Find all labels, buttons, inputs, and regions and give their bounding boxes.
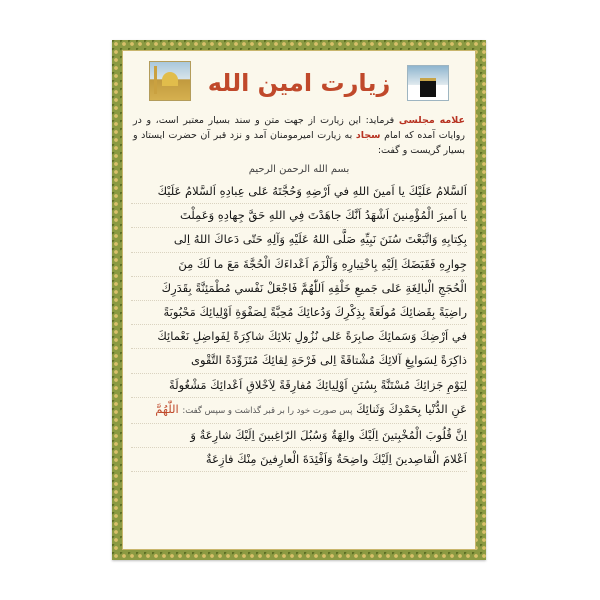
prayer-line: ذاكِرَةً لِسَوابِغِ آلائِكَ مُشْتاقَةً اِلى فَرْحَةِ لِقائِكَ مُتَزَوِّدَةً التَّقْوى — [131, 349, 467, 373]
header — [131, 59, 467, 107]
allahumma-label: اللّٰهُمَّ — [155, 401, 179, 416]
prayer-text — [131, 180, 467, 472]
intro-text — [133, 113, 465, 158]
intro-line-2: به زیارت امیرمومنان آمد و نزد قبر آن حضرت ایستاد و بسیار گریست و گفت: — [133, 130, 465, 156]
minaret-icon — [154, 66, 157, 94]
intro-author: علامه مجلسی — [398, 115, 465, 126]
page-title: زیارت امین الله — [207, 69, 391, 97]
prayer-line: يا اَميرَ الْمُؤْمِنينَ اَشْهَدُ اَنَّكَ جاهَدْتَ فِي اللهِ حَقَّ جِهادِهِ وَعَمِلْتَ — [131, 204, 467, 228]
kaaba-icon — [420, 78, 436, 97]
instruction-note: پس صورت خود را بر قبر گذاشت و سپس گفت: — [182, 405, 353, 416]
prayer-line: في اَرْضِكَ وَسَمائِكَ صابِرَةً عَلى نُزُولِ بَلائِكَ شاكِرَةً لِفَواضِلِ نَعْمائِكَ — [131, 325, 467, 349]
mosque-photo — [149, 61, 191, 101]
kaaba-photo — [407, 65, 449, 101]
prayer-line: راضِيَةً بِقَضائِكَ مُولَعَةً بِذِكْرِكَ وَدُعائِكَ مُحِبَّةً لِصَفْوَةِ اَوْلِيائِكَ مَحْبُوبَةً — [131, 301, 467, 325]
prayer-line: الْحُجَجِ الْبالِغَةِ عَلى جَميعِ خَلْقِهِ اَللّٰهُمَّ فَاجْعَلْ نَفْسي مُطْمَئِنَّةً بِقَدَرِكَ — [131, 277, 467, 301]
intro-imam: سجاد — [355, 130, 381, 141]
prayer-line: جِوارِهِ فَقَبَضَكَ اِلَيْهِ بِاخْتِيارِهِ وَاَلْزَمَ اَعْداءَكَ الْحُجَّةَ مَعَ ما لَكَ مِنَ — [131, 253, 467, 277]
dome-icon — [162, 72, 178, 86]
card-content — [122, 50, 476, 550]
prayer-line: لِيَوْمِ جَزائِكَ مُسْتَنَّةً بِسُنَنِ اَوْلِيائِكَ مُفارِقَةً لِاَخْلاقِ اَعْدائِكَ مَشْغُولَةً — [131, 374, 467, 398]
bismillah: بسم الله الرحمن الرحیم — [248, 164, 350, 175]
prayer-line: اَلسَّلامُ عَلَيْكَ يا اَمينَ اللهِ في اَرْضِهِ وَحُجَّتَهُ عَلى عِبادِهِ اَلسَّلامُ عَلَيْكَ — [131, 180, 467, 204]
prayer-line-with-note — [131, 398, 467, 424]
zyarat-card — [112, 40, 486, 560]
prayer-line: اِنَّ قُلُوبَ الْمُخْبِتينَ اِلَيْكَ والِهَةٌ وَسُبُلَ الرّاغِبينَ اِلَيْكَ شارِعَةٌ وَ — [131, 424, 467, 448]
prayer-line: اَعْلامَ الْقاصِدينَ اِلَيْكَ واضِحَةٌ وَاَفْئِدَةَ الْعارِفينَ مِنْكَ فازِعَةٌ — [131, 448, 467, 472]
intro-line-1: فرماید: این زیارت از جهت متن و سند بسیار معتبر است، و در روایات آمده که امام — [133, 115, 465, 141]
prayer-line-text: عَنِ الدُّنْيا بِحَمْدِكَ وَثَنائِكَ — [356, 401, 467, 416]
prayer-line: بِكِتابِهِ وَاتَّبَعْتَ سُنَنَ نَبِيِّهِ صَلَّى اللهُ عَلَيْهِ وَآلِهِ حَتّى دَعاكَ اللهُ اِلى — [131, 228, 467, 252]
